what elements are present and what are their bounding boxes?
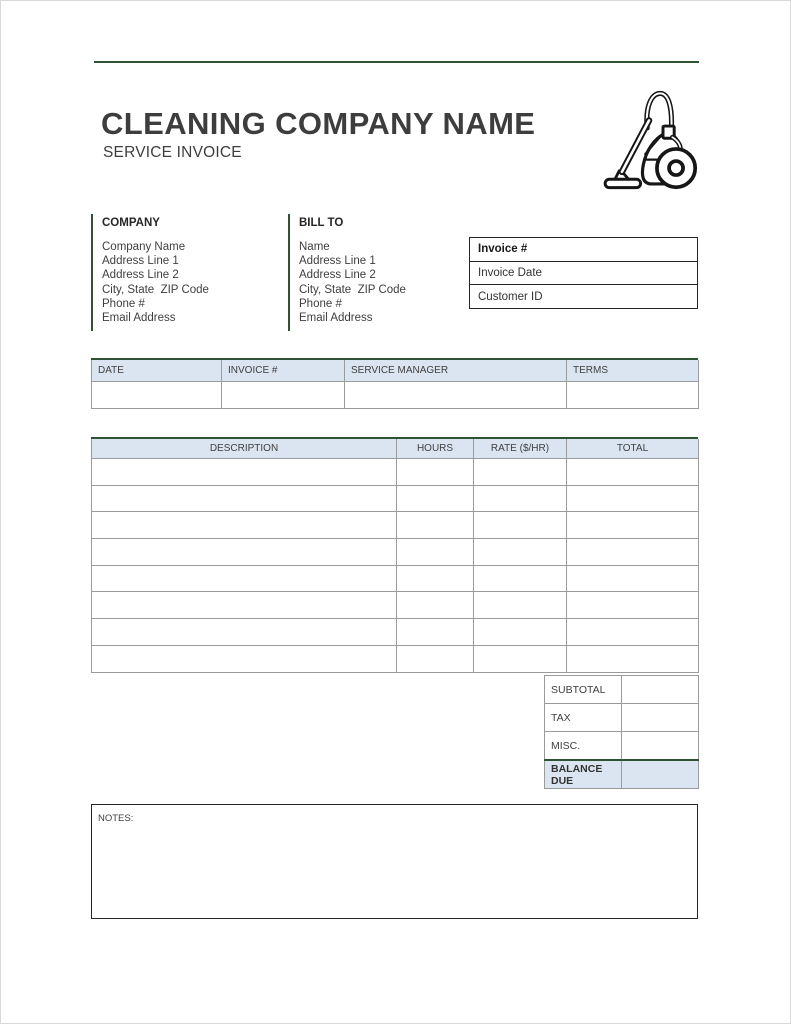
invoice-date-label: Invoice Date xyxy=(478,267,542,279)
line-item-rate-cell[interactable] xyxy=(474,645,567,672)
line-item-hours-cell[interactable] xyxy=(397,459,474,486)
bill-to-section xyxy=(288,214,477,331)
company-address-line-1: Address Line 1 xyxy=(102,255,179,268)
vacuum-cleaner-icon xyxy=(593,83,705,199)
line-item-description-cell[interactable] xyxy=(92,645,397,672)
line-item-row xyxy=(92,539,699,566)
line-item-hours-cell[interactable] xyxy=(397,619,474,646)
misc-row xyxy=(545,732,699,761)
items-col-rate: RATE ($/HR) xyxy=(474,439,567,459)
notes-label: NOTES: xyxy=(98,813,134,824)
line-item-hours-cell[interactable] xyxy=(397,645,474,672)
line-item-row xyxy=(92,592,699,619)
line-item-hours-cell[interactable] xyxy=(397,539,474,566)
line-items-table xyxy=(91,437,698,673)
items-col-total: TOTAL xyxy=(567,439,699,459)
line-item-total-cell[interactable] xyxy=(567,459,699,486)
info-service-manager-cell[interactable] xyxy=(345,382,567,409)
line-item-hours-cell[interactable] xyxy=(397,592,474,619)
info-col-service-manager: SERVICE MANAGER xyxy=(345,360,567,382)
company-phone: Phone # xyxy=(102,297,145,310)
header-rule xyxy=(94,61,699,63)
company-name: Company Name xyxy=(102,241,186,253)
line-item-total-cell[interactable] xyxy=(567,592,699,619)
line-item-rate-cell[interactable] xyxy=(474,539,567,566)
info-terms-cell[interactable] xyxy=(567,382,699,409)
line-item-total-cell[interactable] xyxy=(567,485,699,512)
notes-box[interactable] xyxy=(91,804,698,919)
invoice-date-row xyxy=(470,261,697,285)
line-item-total-cell[interactable] xyxy=(567,619,699,646)
company-city-state-zip: City, State ZIP Code xyxy=(102,283,209,296)
customer-id-label: Customer ID xyxy=(478,290,543,303)
line-item-total-cell[interactable] xyxy=(567,565,699,592)
invoice-date-field[interactable] xyxy=(542,262,697,285)
balance-due-label: BALANCE DUE xyxy=(545,760,622,789)
invoice-number-label: Invoice # xyxy=(478,243,528,256)
info-col-date: DATE xyxy=(92,360,222,382)
invoice-meta-box xyxy=(469,237,698,309)
balance-due-row xyxy=(545,760,699,789)
invoice-number-field[interactable] xyxy=(527,238,697,261)
company-address-line-2: Address Line 2 xyxy=(102,269,179,282)
line-item-row xyxy=(92,565,699,592)
line-item-hours-cell[interactable] xyxy=(397,512,474,539)
line-item-total-cell[interactable] xyxy=(567,512,699,539)
info-date-cell[interactable] xyxy=(92,382,222,409)
page-subtitle: SERVICE INVOICE xyxy=(103,144,242,161)
line-item-row xyxy=(92,645,699,672)
line-item-rate-cell[interactable] xyxy=(474,619,567,646)
line-item-total-cell[interactable] xyxy=(567,539,699,566)
line-items-header-row xyxy=(92,439,699,459)
subtotal-label: SUBTOTAL xyxy=(545,676,622,704)
bill-to-address-line-1: Address Line 1 xyxy=(299,255,376,268)
line-items-body xyxy=(92,459,699,673)
subtotal-value-cell[interactable] xyxy=(622,676,699,704)
line-item-row xyxy=(92,459,699,486)
line-item-rate-cell[interactable] xyxy=(474,459,567,486)
info-col-terms: TERMS xyxy=(567,360,699,382)
customer-id-field[interactable] xyxy=(543,285,697,308)
tax-value-cell[interactable] xyxy=(622,704,699,732)
invoice-info-table xyxy=(91,358,698,409)
invoice-number-row xyxy=(470,238,697,261)
line-item-rate-cell[interactable] xyxy=(474,592,567,619)
items-col-hours: HOURS xyxy=(397,439,474,459)
info-invoice-number-cell[interactable] xyxy=(222,382,345,409)
info-col-invoice-number: INVOICE # xyxy=(222,360,345,382)
line-item-row xyxy=(92,619,699,646)
info-header-row xyxy=(92,360,699,382)
bill-to-phone: Phone # xyxy=(299,297,342,310)
totals-summary xyxy=(544,675,698,789)
line-item-description-cell[interactable] xyxy=(92,459,397,486)
line-item-total-cell[interactable] xyxy=(567,645,699,672)
bill-to-city-state-zip: City, State ZIP Code xyxy=(299,283,406,296)
company-section xyxy=(91,214,280,331)
line-item-description-cell[interactable] xyxy=(92,565,397,592)
line-item-rate-cell[interactable] xyxy=(474,565,567,592)
line-item-row xyxy=(92,485,699,512)
bill-to-name: Name xyxy=(299,241,330,253)
line-item-description-cell[interactable] xyxy=(92,512,397,539)
line-item-hours-cell[interactable] xyxy=(397,565,474,592)
line-item-description-cell[interactable] xyxy=(92,619,397,646)
line-item-rate-cell[interactable] xyxy=(474,485,567,512)
bill-to-address-line-2: Address Line 2 xyxy=(299,269,376,282)
line-item-hours-cell[interactable] xyxy=(397,485,474,512)
subtotal-row xyxy=(545,676,699,704)
page-title: CLEANING COMPANY NAME xyxy=(101,106,536,141)
line-item-row xyxy=(92,512,699,539)
line-item-description-cell[interactable] xyxy=(92,539,397,566)
customer-id-row xyxy=(470,284,697,308)
tax-label: TAX xyxy=(545,704,622,732)
misc-value-cell[interactable] xyxy=(622,732,699,761)
line-item-description-cell[interactable] xyxy=(92,592,397,619)
misc-label: MISC. xyxy=(545,732,622,761)
company-heading: COMPANY xyxy=(102,217,160,229)
info-value-row xyxy=(92,382,699,409)
company-email: Email Address xyxy=(102,312,176,325)
line-item-rate-cell[interactable] xyxy=(474,512,567,539)
balance-due-value-cell[interactable] xyxy=(622,760,699,789)
line-item-description-cell[interactable] xyxy=(92,485,397,512)
bill-to-heading: BILL TO xyxy=(299,217,344,229)
tax-row xyxy=(545,704,699,732)
bill-to-email: Email Address xyxy=(299,312,373,325)
items-col-description: DESCRIPTION xyxy=(92,439,397,459)
